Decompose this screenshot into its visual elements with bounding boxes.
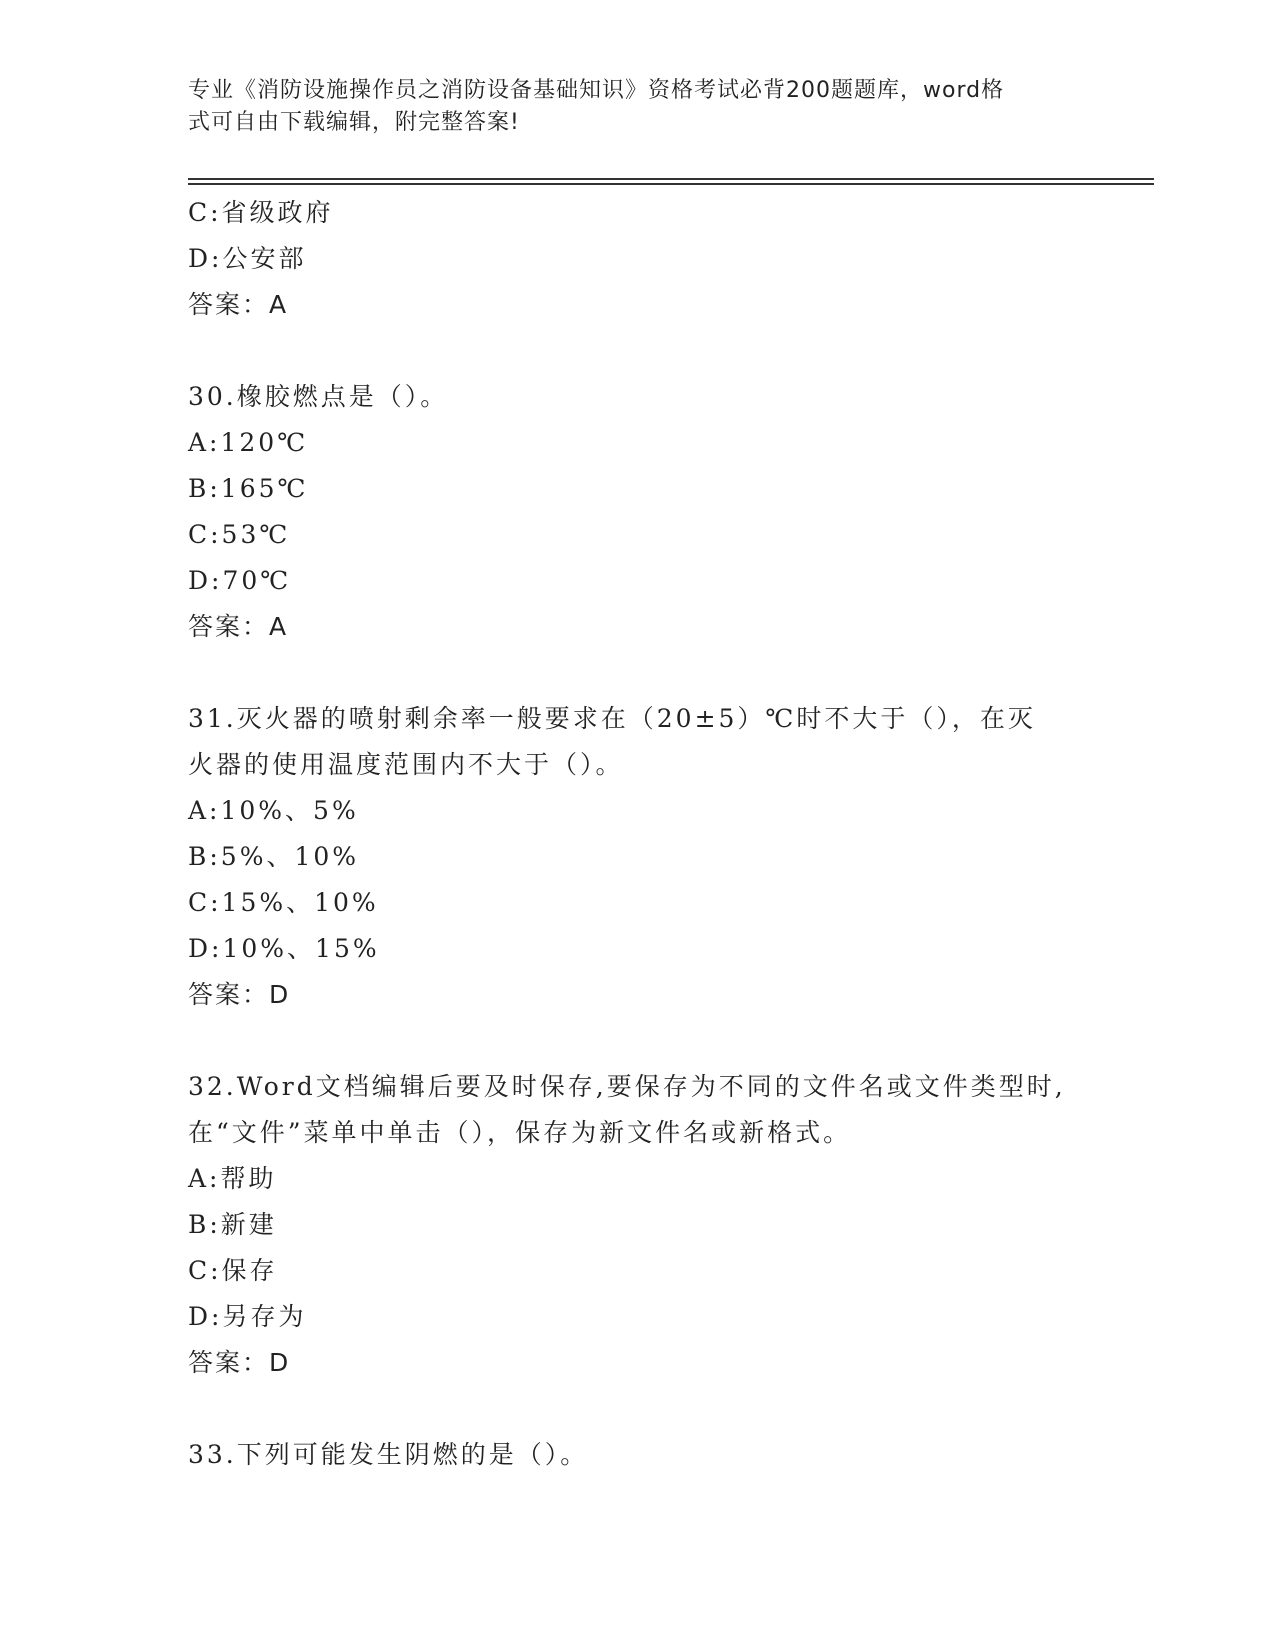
option-c: C:53℃ xyxy=(188,520,291,549)
option-c: C:15%、10% xyxy=(188,888,379,917)
answer-line: 答案：A xyxy=(188,612,289,641)
question-31 xyxy=(188,696,1088,1018)
option-c: C:保存 xyxy=(188,1256,278,1285)
option-a: A:帮助 xyxy=(188,1164,277,1193)
header-line-2: 式可自由下载编辑，附完整答案! xyxy=(188,110,520,135)
header-divider-top xyxy=(188,178,1154,180)
question-spacer xyxy=(188,1018,1088,1064)
question-stem: 33.下列可能发生阴燃的是（）。 xyxy=(188,1440,589,1469)
question-stem-line-2: 在“文件”菜单中单击（），保存为新文件名或新格式。 xyxy=(188,1118,852,1147)
question-stem: 30.橡胶燃点是（）。 xyxy=(188,382,449,411)
question-30 xyxy=(188,374,1088,650)
question-list xyxy=(188,190,1088,1478)
option-a: A:120℃ xyxy=(188,428,309,457)
header-divider-bottom xyxy=(188,183,1154,185)
option-b: B:新建 xyxy=(188,1210,277,1239)
question-spacer xyxy=(188,328,1088,374)
option-d: D:公安部 xyxy=(188,244,307,273)
answer-line: 答案：A xyxy=(188,290,289,319)
option-c: C:省级政府 xyxy=(188,198,334,227)
question-stem-line-1: 32.Word文档编辑后要及时保存,要保存为不同的文件名或文件类型时, xyxy=(188,1072,1066,1101)
question-29-tail xyxy=(188,190,1088,328)
header-line-1: 专业《消防设施操作员之消防设备基础知识》资格考试必背200题题库，word格 xyxy=(188,78,1005,103)
option-d: D:10%、15% xyxy=(188,934,380,963)
question-33 xyxy=(188,1432,1088,1478)
document-header xyxy=(188,75,1068,139)
option-a: A:10%、5% xyxy=(188,796,359,825)
question-stem-line-1: 31.灭火器的喷射剩余率一般要求在（20±5）℃时不大于（），在灭 xyxy=(188,704,1036,733)
question-spacer xyxy=(188,650,1088,696)
option-b: B:5%、10% xyxy=(188,842,360,871)
answer-line: 答案：D xyxy=(188,980,291,1009)
question-stem-line-2: 火器的使用温度范围内不大于（）。 xyxy=(188,750,624,779)
question-32 xyxy=(188,1064,1088,1386)
answer-line: 答案：D xyxy=(188,1348,291,1377)
question-spacer xyxy=(188,1386,1088,1432)
option-d: D:另存为 xyxy=(188,1302,307,1331)
option-d: D:70℃ xyxy=(188,566,292,595)
option-b: B:165℃ xyxy=(188,474,309,503)
